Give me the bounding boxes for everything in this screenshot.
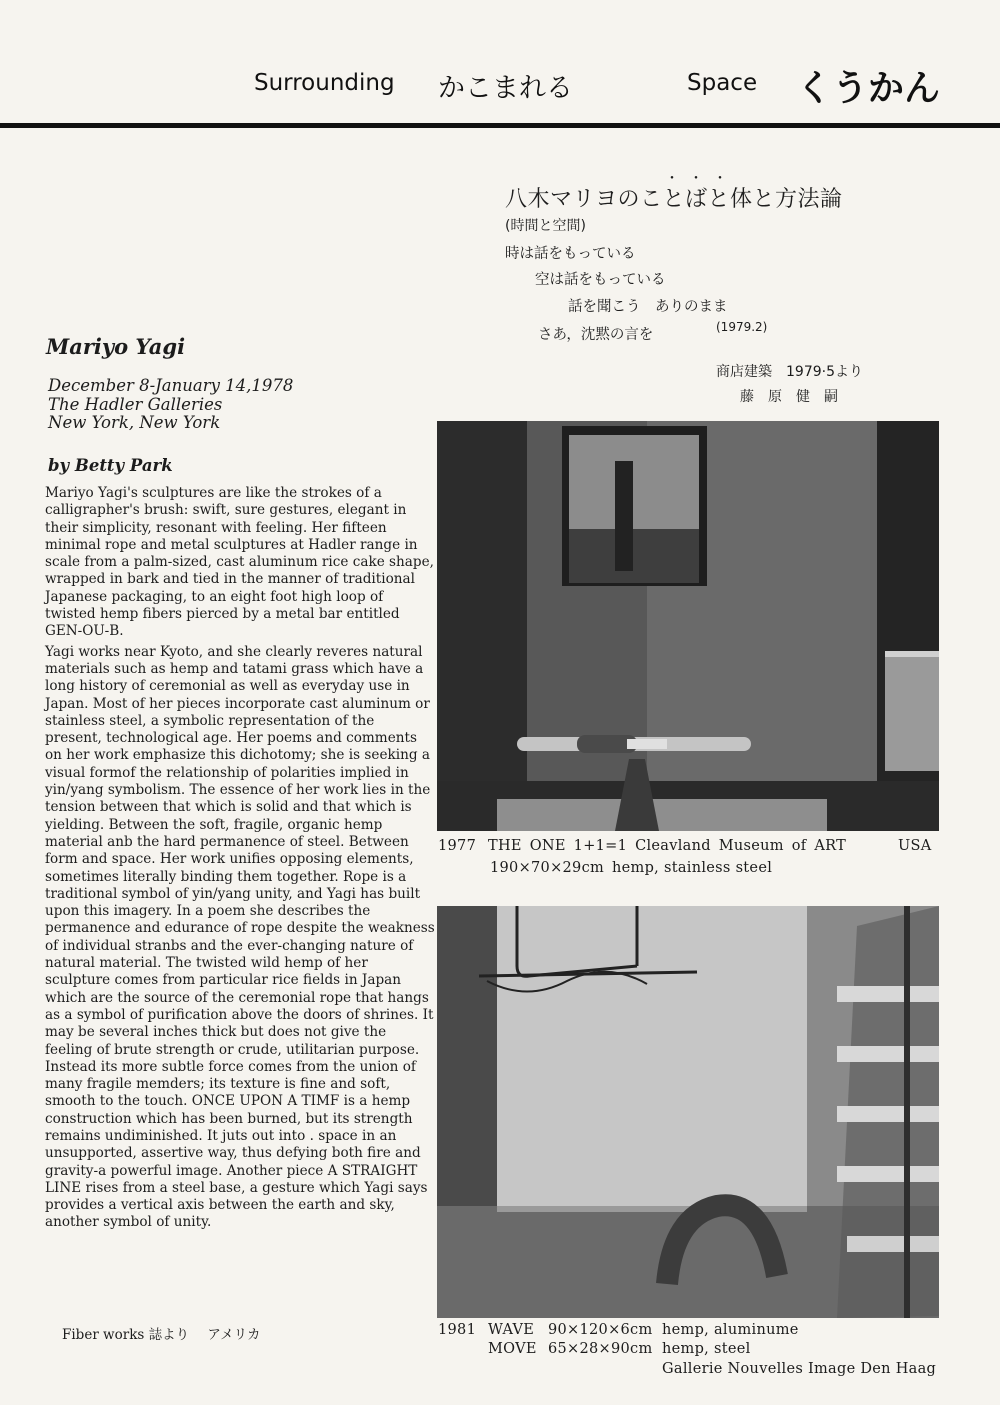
caption-title: MOVE	[488, 1341, 537, 1357]
article-paragraph: Mariyo Yagi's sculptures are like the strokes of a calligrapher's brush: swift, sure gestures, elegant in their simplicity, resonant with feeling. Her fifteen minimal rope and metal sculptures at Hadler range in scale from a palm-sized, cast aluminum rice cake shape, wrapped in bark and tied in the manner of traditional Japanese packaging, to an eight foot high loop of twisted hemp fibers pierced by a metal bar entitled GEN-OU-B.	[45, 485, 434, 640]
header-space: Space	[687, 70, 758, 96]
caption-materials: hemp, aluminume	[662, 1322, 799, 1338]
photo-wave-move	[437, 906, 939, 1318]
caption-year: 1981	[438, 1322, 477, 1338]
caption-dimensions: 90×120×6cm	[548, 1322, 653, 1338]
jp-source: 商店建築 1979·5より	[716, 364, 863, 380]
article-paragraph: Yagi works near Kyoto, and she clearly reveres natural materials such as hemp and tatami grass which have a long history of ceremonial as well as everyday use in Japan. Most of her pieces incorporate cast aluminum or stainless steel, a symbolic representation of the present, technological age. Her poems and comments on her work emphasize this dichotomy; she is seeking a visual formof the relationship of polarities implied in yin/yang symbolism. The essence of her work lies in the tension between that which is solid and that which is yielding. Between the soft, fragile, organic hemp material anb the hard permanence of steel. Between form and space. Her work unifies opposing elements, sometimes literally binding them together. Rope is a traditional symbol of yin/yang unity, and Yagi has built upon this imagery. In a poem she describes the permanence and edurance of rope despite the weakness of individual stranbs and the ever-changing nature of natural material. The twisted wild hemp of her sculpture comes from particular rice fields in Japan which are the source of the ceremonial rope that hangs as a symbol of purification above the doors of shrines. It may be several inches thick but does not give the feeling of brute strength or crude, utilitarian purpose. Instead its more subtle force comes from the union of many fragile memders; its texture is fine and soft, smooth to the touch. ONCE UPON A TIMF is a hemp construction which has been burned, but its strength remains undiminished. It juts out into . space in an unsupported, assertive way, thus defying both fire and gravity-a powerful image. Another piece A STRAIGHT LINE rises from a steel base, a gesture which Yagi says provides a vertical axis between the earth and sky, another symbol of unity.	[45, 643, 435, 1231]
jp-essay-title	[505, 171, 925, 213]
article-gallery: The Hadler Galleries	[48, 395, 223, 414]
jp-essay-subtitle: (時間と空間)	[505, 218, 586, 234]
photo-the-one	[437, 421, 939, 831]
caption-year: 1977	[438, 838, 477, 854]
poem-line: 話を聞こう ありのまま	[568, 299, 728, 315]
article-title: Mariyo Yagi	[46, 334, 186, 359]
article-location: New York, New York	[48, 413, 221, 432]
header-kuukan: くうかん	[796, 68, 941, 109]
header-surrounding: Surrounding	[254, 70, 395, 96]
caption-dimensions: 65×28×90cm	[548, 1341, 653, 1357]
source-note-jp: アメリカ	[207, 1327, 261, 1343]
caption-title: THE ONE 1+1=1 Cleavland Museum of ART	[488, 838, 847, 854]
poem-line: さあ，沈黙の言を	[538, 327, 654, 343]
caption-dimensions: 190×70×29cm	[490, 860, 605, 876]
source-note-en: Fiber works 誌より	[62, 1327, 190, 1343]
jp-essay	[505, 171, 925, 235]
caption-materials: hemp, stainless steel	[612, 860, 773, 876]
poem-line: 空は話をもっている	[535, 272, 666, 288]
article-byline: by Betty Park	[48, 456, 173, 475]
article-source-note	[62, 1323, 260, 1343]
poem-line: 時は話をもっている	[505, 246, 636, 262]
poem-date: (1979.2)	[716, 320, 768, 334]
caption-title: WAVE	[488, 1322, 535, 1338]
jp-author: 藤原健嗣	[740, 389, 852, 405]
header-kakomareru: かこまれる	[438, 73, 573, 104]
header-rule	[0, 123, 1000, 128]
emphasis-dots: ・・・	[665, 171, 737, 187]
caption-country: USA	[898, 838, 932, 854]
photo-wave-move-image	[437, 906, 939, 1318]
caption-materials: hemp, steel	[662, 1341, 751, 1357]
jp-essay-title-text: 八木マリヨのことばと体と方法論	[505, 187, 843, 212]
article-dates: December 8-January 14,1978	[48, 376, 294, 395]
caption-gallery: Gallerie Nouvelles Image Den Haag	[662, 1361, 937, 1377]
article-body	[45, 485, 435, 1232]
photo-the-one-image	[437, 421, 939, 831]
